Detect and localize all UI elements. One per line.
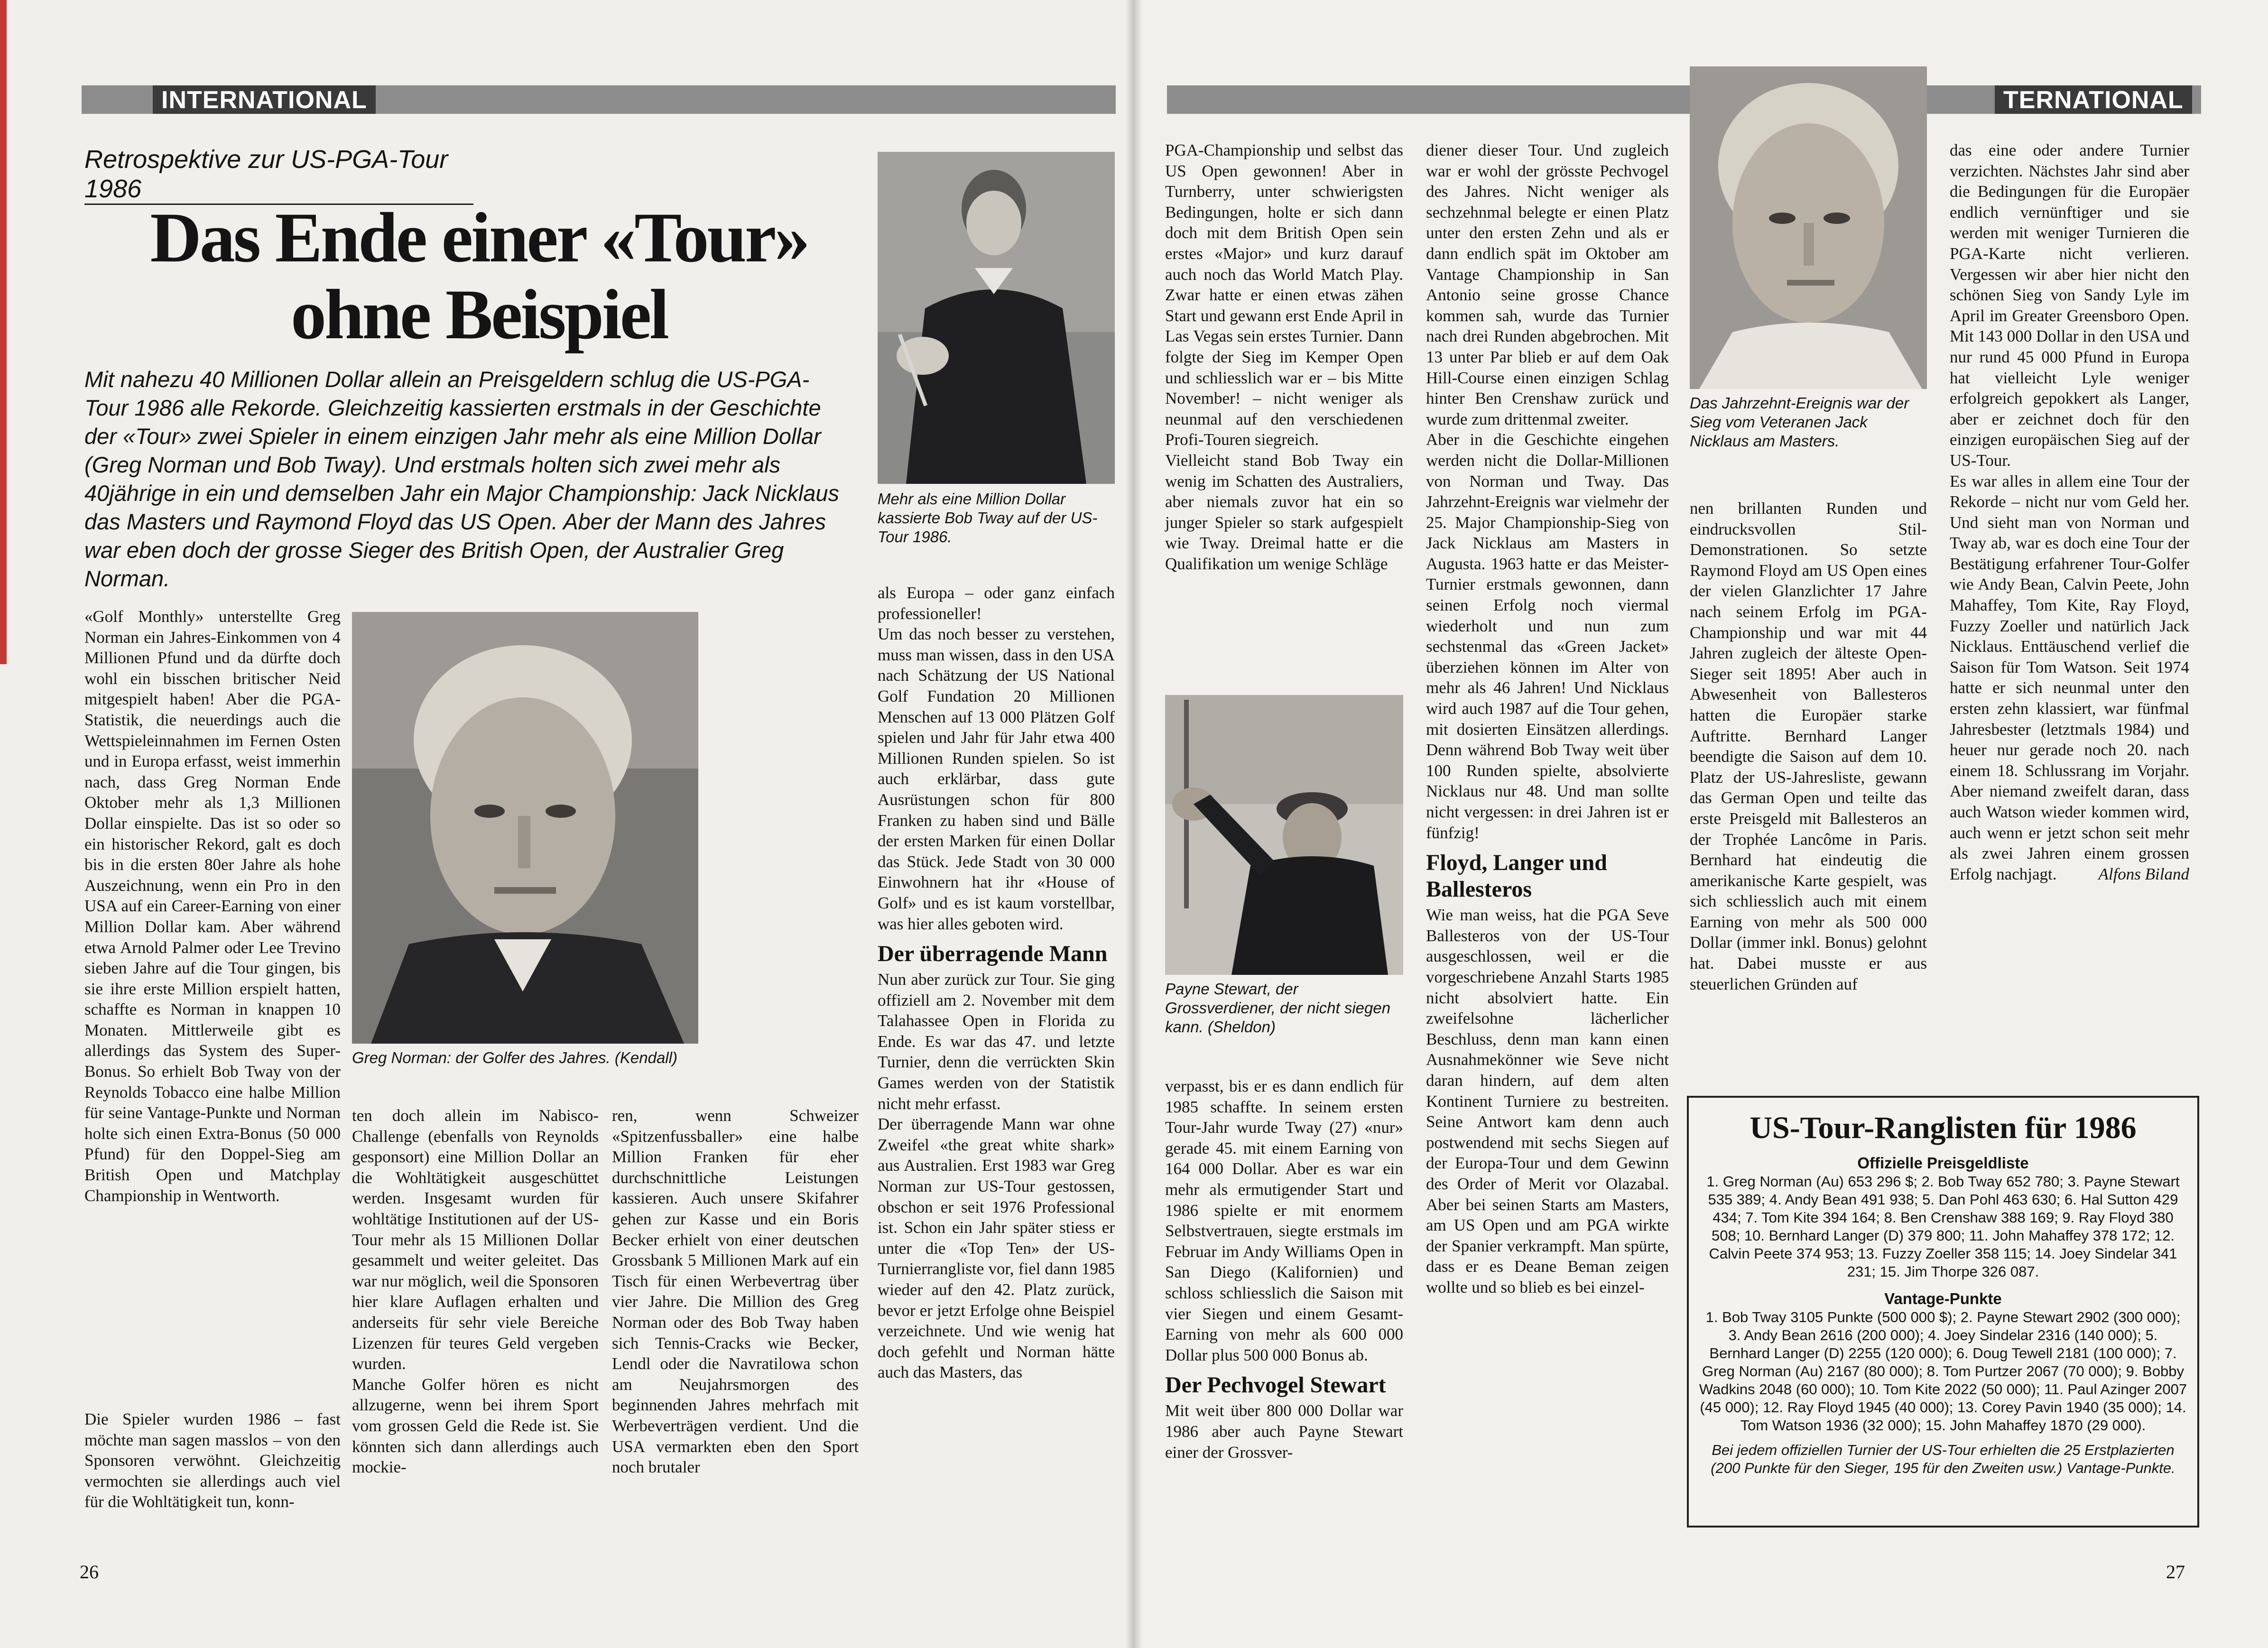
column-2: [352, 1105, 599, 1478]
photo-payne-stewart: [1165, 695, 1403, 975]
column-5: [1165, 140, 1403, 574]
paragraph: [1950, 471, 2189, 885]
paragraph: verpasst, bis er es dann endlich für 1985 schaffte. In seinem ersten Tour-Jahr wurde Tway (27) «nur» gerade 45. mit einem Earning von 164 000 Dollar. Aber es war ein mehr als ermutigender Start und 1986 spielte er mit enormem Selbstvertrauen, siegte erstmals im Februar im Andy Williams Open in San Diego (Kalifornien) und schloss schliesslich die Saison mit vier Siegen und einem Gesamt-Earning von mehr als 600 000 Dollar plus 500 000 Bonus ab.: [1165, 1077, 1403, 1364]
section-bar-left: [82, 85, 1116, 114]
paragraph: PGA-Championship und selbst das US Open gewonnen! Aber in Turnberry, unter schwierigsten Bedingungen, holte er sich dann doch mit dem British Open sein erstes «Major» und kurz darauf auch noch das World Match Play. Zwar hatte er einen etwas zähen Start und gewann erst Ende April in Las Vegas sein erstes Turnier. Dann folgte der Sieg im Kemper Open und schliesslich war er – bis Mitte November! – nicht weniger als neunmal auf den verschiedenen Profi-Touren siegreich.: [1165, 141, 1403, 449]
paragraph: ten doch allein im Nabisco-Challenge (ebenfalls von Reynolds gesponsort) eine Million Dollar an die Wohltätigkeit ausgeschüttet werden. Insgesamt wurden für wohltätige Institutionen auf der US-Tour mehr als 15 Millionen Dollar gesammelt und weiter geleitet. Das war nur möglich, weil die Sponsoren hier klare Auflagen erhalten und anderseits für sehr viele Bereiche Lizenzen für teures Geld vergeben wurden.: [352, 1106, 599, 1373]
article-headline: [95, 199, 863, 353]
section-bar-right: [1167, 85, 2201, 114]
paragraph: diener dieser Tour. Und zugleich war er wohl der grösste Pechvogel des Jahres. Nicht weniger als sechzehnmal belegte er einen Platz unter den ersten Zehn und als er dann endlich spät im Oktober am Vantage Championship in San Antonio seine grosse Chance kommen sah, wurde das Turnier nach drei Runden abgebrochen. Mit 13 unter Par blieb er auf dem Oak Hill-Course einen einzigen Schlag hinter Ben Crenshaw zurück und wurde zum drittenmal zweiter.: [1426, 141, 1669, 428]
article-lead: Mit nahezu 40 Millionen Dollar allein an Preisgeldern schlug die US-PGA-Tour 1986 alle Rekorde. Gleichzeitig kassierten erstmals in der Geschichte der «Tour» zwei Spieler in einem einzigen Jahr mehr als eine Million Dollar (Greg Norman und Bob Tway). Und erstmals holten sich zwei mehr als 40jährige in ein und demselben Jahr ein Major Championship: Jack Nicklaus das Masters und Raymond Floyd das US Open. Aber der Mann des Jahres war eben doch der grosse Sieger des British Open, der Australier Greg Norman.: [84, 367, 840, 591]
paragraph: Manche Golfer hören es nicht allzugerne, wenn bei ihrem Sport vom grossen Geld die Rede ist. Sie könnten sich dann allerdings auch mockie-: [352, 1375, 599, 1477]
paragraph: ren, wenn Schweizer «Spitzenfussballer» eine halbe Million Franken für eher durchschnittliche Leistungen kassieren. Auch unsere Skifahrer gehen zur Kasse und ein Boris Becker erhielt von einer deutschen Grossbank 5 Millionen Mark auf ein Tisch für einen Werbevertrag über vier Jahre. Die Million des Greg Norman oder des Bob Tway haben sich Tennis-Cracks wie Becker, Lendl oder die Navratilowa schon am Neujahrsmorgen des beginnenden Jahres mehrfach mit Werbeverträgen verdient. Und die USA vermarkten eben den Sport noch brutaler: [612, 1106, 859, 1477]
section-label: INTERNATIONAL: [153, 85, 376, 114]
column-1-bottom: [84, 1409, 341, 1512]
spine-gutter: [1125, 0, 1142, 1648]
photo-greg-norman: [352, 612, 698, 1044]
ranking-box: [1687, 1096, 2199, 1528]
caption-payne-stewart: Payne Stewart, der Grossverdiener, der nicht siegen kann. (Sheldon): [1165, 980, 1391, 1036]
money-list: 1. Greg Norman (Au) 653 296 $; 2. Bob Tway 652 780; 3. Payne Stewart 535 389; 4. Andy Bean 491 938; 5. Dan Pohl 463 630; 6. Hal Sutton 429 434; 7. Tom Kite 394 164; 8. Ben Crenshaw 388 169; 9. Ray Floyd 380 508; 10. Bernhard Langer (D) 379 800; 11. John Mahaffey 378 172; 12. Calvin Peete 374 953; 13. Fuzzy Zoeller 358 115; 14. Joey Sindelar 341 231; 15. Jim Thorpe 326 087.: [1706, 1173, 2180, 1280]
vantage-list: 1. Bob Tway 3105 Punkte (500 000 $); 2. Payne Stewart 2902 (300 000); 3. Andy Bean 2616 (200 000); 4. Joey Sindelar 2316 (140 000); 5. Bernhard Langer (D) 2255 (120 000); 6. Doug Tewell 2181 (100 000); 7. Greg Norman (Au) 2167 (80 000); 8. Tom Purtzer 2067 (70 000); 9. Bobby Wadkins 2048 (60 000); 10. Tom Kite 2022 (50 000); 11. Paul Azinger 2007 (45 000); 12. Ray Floyd 1945 (40 000); 13. Corey Pavin 1940 (35 000); 14. Tom Watson 1936 (32 000); 15. John Mahaffey 1870 (29 000).: [1699, 1309, 2187, 1434]
paragraph: nen brillanten Runden und eindrucksvollen Stil-Demonstrationen. So setzte Raymond Floyd am US Open eines der vielen Glanzlichter 17 Jahre nach seinem Erfolg im PGA-Championship und war mit 44 Jahren zugleich der älteste Open-Sieger seit 1895! Aber auch in Abwesenheit von Ballesteros hatten die Europäer starke Auftritte. Bernhard Langer beendigte die Saison auf dem 10. Platz der US-Jahresliste, gewann das German Open und teilte das erste Preisgeld mit Ballesteros an der Trophée Lancôme in Paris. Bernhard hat eindeutig die amerikanische Karte gespielt, was sich schliesslich auch mit einem Earning von mehr als 500 000 Dollar (immer inkl. Bonus) gelohnt hat. Dabei musste er aus steuerlichen Gründen auf: [1690, 499, 1927, 993]
paragraph: als Europa – oder ganz einfach professioneller!: [878, 583, 1115, 623]
subheading: Floyd, Langer und Ballesteros: [1426, 850, 1607, 902]
paragraph: Aber in die Geschichte eingehen werden nicht die Dollar-Millionen von Norman und Tway. Das Jahrzehnt-Ereignis war vielmehr der 25. Major Championship-Sieg von Jack Nicklaus am Masters in Augusta. 1963 hatte er das Meister-Turnier erstmals gewonnen, dann seinen Erfolg noch viermal wiederholt und nun zum sechstenmal das «Green Jacket» überziehen können im Alter von mehr als 46 Jahren! Und Nicklaus wird auch 1987 auf die Tour gehen, mit dosierten Einsätzen allerdings. Denn während Bob Tway weit über 100 Runden spielte, absolvierte Nicklaus nur 48. Und man sollte nicht vergessen: in drei Jahren ist er fünfzig!: [1426, 430, 1669, 842]
headline-line-1: Das Ende einer «Tour»: [150, 198, 808, 277]
paragraph: Die Spieler wurden 1986 – fast möchte man sagen masslos – von den Sponsoren verwöhnt. Gleichzeitig vermochten sie allerdings auch viel für die Wohltätigkeit tun, konn-: [84, 1410, 341, 1511]
column-3: [612, 1105, 859, 1478]
page-number-right: 27: [2166, 1561, 2185, 1583]
ranking-title: US-Tour-Ranglisten für 1986: [1750, 1111, 2137, 1145]
subheading: Der überragende Mann: [878, 941, 1108, 967]
paragraph: das eine oder andere Turnier verzichten. Nächstes Jahr sind aber die Bedingungen für die Europäer endlich vernünftiger und sie werden mit weniger Turnieren die PGA-Karte nicht verlieren. Vergessen wir aber hier nicht den schönen Sieg von Sandy Lyle im April im Greater Greensboro Open. Mit 143 000 Dollar in den USA und nur rund 45 000 Pfund in Europa hat vielleicht Lyle weniger erfolgreich gepokkert als Langer, aber er zeichnet doch für den einzigen europäischen Sieg auf der US-Tour.: [1950, 141, 2189, 470]
column-7: [1690, 498, 1927, 994]
column-6: [1426, 140, 1669, 1297]
money-list-heading: Offizielle Preisgeldliste: [1857, 1154, 2029, 1172]
caption-jack-nicklaus: Das Jahrzehnt-Ereignis war der Sieg vom Veteranen Jack Nicklaus am Masters.: [1690, 394, 1909, 450]
page-edge-marker: [0, 0, 7, 664]
paragraph: Vielleicht stand Bob Tway ein wenig im Schatten des Australiers, aber niemals zuvor hat ein so junger Spieler so stark aufgespielt wie Tway. Dreimal hatte er die Qualifikation um wenige Schläge: [1165, 451, 1403, 573]
headline-line-2: ohne Beispiel: [291, 275, 667, 354]
vantage-note: Bei jedem offiziellen Turnier der US-Tour erhielten die 25 Erstplazierten (200 Punkte für den Sieger, 195 für den Zweiten usw.) Vantage-Punkte.: [1711, 1442, 2175, 1476]
caption-bob-tway: Mehr als eine Million Dollar kassierte Bob Tway auf der US-Tour 1986.: [878, 490, 1098, 546]
paragraph: Um das noch besser zu verstehen, muss man wissen, dass in den USA nach Schätzung der US National Golf Fundation 20 Millionen Menschen auf 13 000 Plätzen Golf spielen und Jahr für Jahr etwa 400 Millionen Runden spielen. So ist auch erklärbar, dass gute Ausrüstungen schon für 800 Franken zu haben sind und Bälle der ersten Marken für einen Dollar das Stück. Jede Stadt von 30 000 Einwohnern hat ihr «House of Golf» und es ist kaum vorstellbar, was hier alles geboten wird.: [878, 625, 1115, 933]
paragraph: «Golf Monthly» unterstellte Greg Norman ein Jahres-Einkommen von 4 Millionen Pfund und da dürfte doch wohl ein bisschen britischer Neid mitgespielt haben! Aber die PGA-Statistik, die neuerdings auch die Wettspieleinnahmen im Fernen Osten und in Europa erfasst, weist immerhin nach, dass Greg Norman Ende Oktober mehr als 1,3 Millionen Dollar einspielte. Das ist so oder so ein historischer Rekord, galt es doch bis in die ersten 80er Jahre als hohe Auszeichnung, wenn ein Pro in den USA auf ein Career-Earning von einer Million Dollar kam. Aber während etwa Arnold Palmer oder Lee Trevino sieben Jahre auf die Tour gingen, bis sie ihre erste Million erspielt hatten, schaffte es Norman in knappen 10 Monaten. Mittlerweile gibt es allerdings das System des Super-Bonus. So erhielt Bob Tway von der Reynolds Tobacco eine halbe Million für seine Vantage-Punkte und Norman holte sich einen Extra-Bonus (50 000 Pfund) für den Doppel-Sieg am British Open und Matchplay Championship in Wentworth.: [84, 607, 341, 1205]
right-page: [1134, 0, 2268, 1648]
paragraph-text: Es war alles in allem eine Tour der Rekorde – nicht nur vom Geld her. Und sieht man von Norman und Tway ab, war es doch eine Tour der Bestätigung erfahrener Tour-Golfer wie Andy Bean, Calvin Peete, John Mahaffey, Tom Kite, Ray Floyd, Fuzzy Zoeller und natürlich Jack Nicklaus. Enttäuschend verlief die Saison für Tom Watson. Seit 1974 hatte er sich neunmal unter den ersten zehn klassiert, war fünfmal Jahresbester (letztmals 1984) und heuer nur gerade noch 20. nach einem 18. Schlussrang im Vorjahr. Aber niemand zweifelt daran, dass auch Watson wieder kommen wird, auch wenn er jetzt schon seit mehr als zwei Jahren einem grossen Erfolg nachjagt.: [1950, 472, 2189, 883]
author-byline: Alfons Biland: [2098, 864, 2189, 883]
caption-greg-norman: Greg Norman: der Golfer des Jahres. (Kendall): [352, 1049, 677, 1066]
photo-jack-nicklaus: [1690, 66, 1927, 389]
paragraph: Wie man weiss, hat die PGA Seve Ballesteros von der US-Tour ausgeschlossen, weil er die vorgeschriebene Anzahl Starts 1985 nicht absolviert hatte. Ein zweifelsohne lächerlicher Beschluss, denn man kann einen Ausnahmekönner wie Seve nicht daran hindern, auf dem alten Kontinent Turniere zu bestreiten. Seine Antwort kam denn auch postwendend mit sechs Siegen auf der Europa-Tour und dem Gewinn des Order of Merit vor Olazabal. Aber bei seinen Starts am Masters, am US Open und am PGA wirkte der Spanier verkrampft. Man spürte, dass er es Deane Beman zeigen wollte und so blieb es bei einzel-: [1426, 906, 1669, 1296]
column-5-bottom: [1165, 1076, 1403, 1463]
article-kicker: Retrospektive zur US-PGA-Tour 1986: [84, 145, 473, 205]
paragraph: Der überragende Mann war ohne Zweifel «the great white shark» aus Australien. Erst 1983 war Greg Norman zur US-Tour gestossen, obschon er seit 1976 Professional ist. Schon ein Jahr später stiess er unter die «Top Ten» der US-Turnierrangliste vor, fiel dann 1985 wieder auf den 42. Platz zurück, bevor er jetzt Erfolge ohne Beispiel verzeichnete. Und wie wenig hat doch gefehlt und Norman hätte auch das Masters, das: [878, 1115, 1115, 1382]
section-label: TERNATIONAL: [1995, 85, 2192, 114]
vantage-heading: Vantage-Punkte: [1884, 1290, 2002, 1307]
photo-bob-tway: [878, 152, 1115, 484]
subheading: Der Pechvogel Stewart: [1165, 1372, 1386, 1398]
paragraph: Mit weit über 800 000 Dollar war 1986 aber auch Payne Stewart einer der Grossver-: [1165, 1401, 1403, 1462]
column-4: [878, 583, 1115, 1383]
column-8: [1950, 140, 2189, 884]
column-1: [84, 606, 341, 1206]
paragraph: Nun aber zurück zur Tour. Sie ging offiziell am 2. November mit dem Talahassee Open in Florida zu Ende. Es war das 47. und letzte Turnier, denn die verrückten Skin Games werden von der Statistik nicht mehr erfasst.: [878, 970, 1115, 1113]
page-number-left: 26: [80, 1561, 99, 1583]
